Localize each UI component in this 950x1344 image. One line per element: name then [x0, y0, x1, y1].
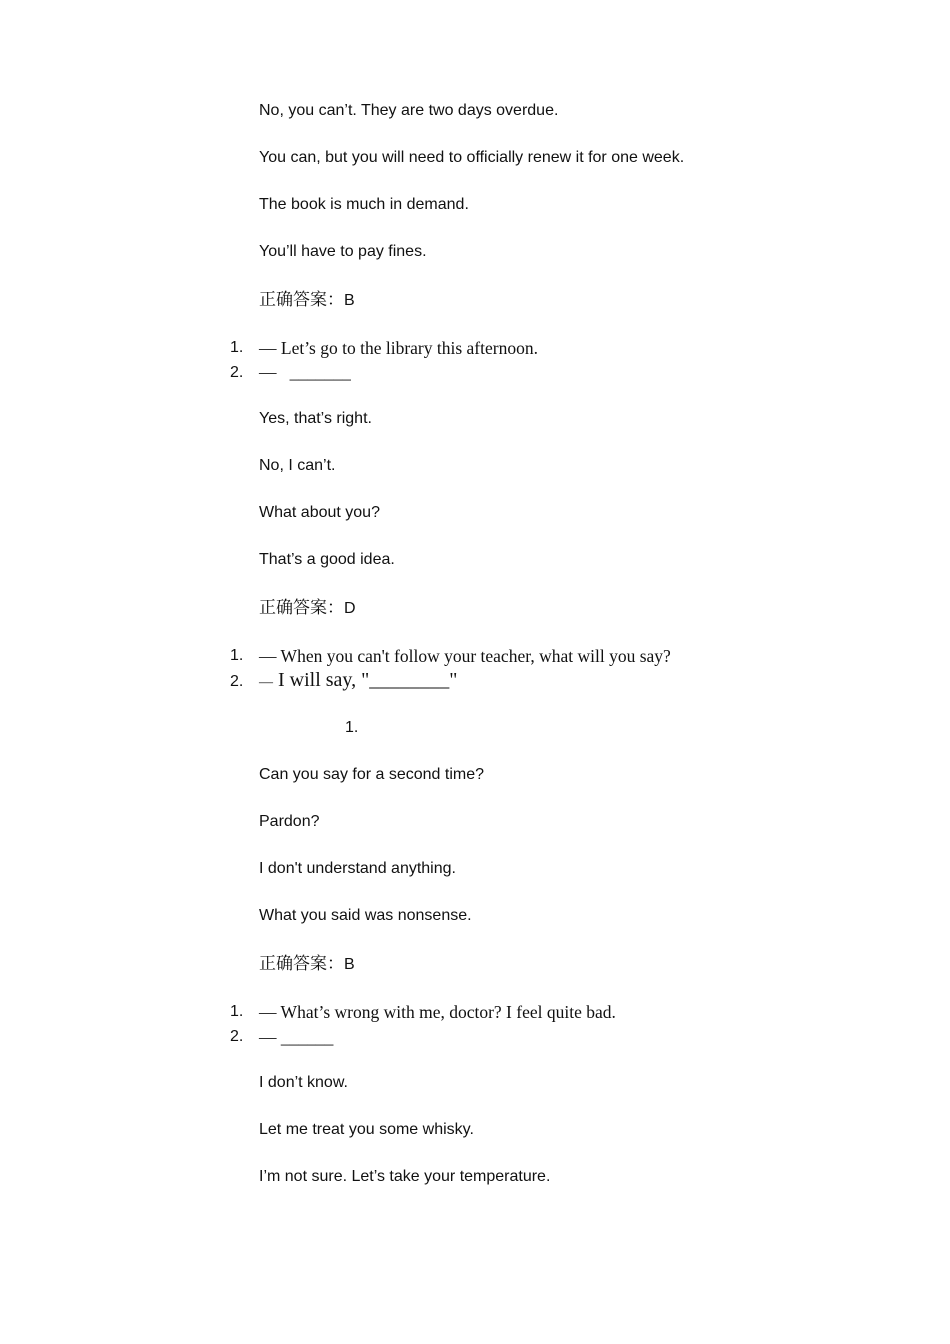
- option-line: What you said was nonsense.: [259, 907, 472, 924]
- answer-value: B: [344, 956, 355, 973]
- answer-value: D: [344, 600, 356, 617]
- dash: —: [259, 362, 277, 382]
- question-stem: — When you can't follow your teacher, what will you say?: [259, 646, 671, 666]
- question-stem-blank: [259, 668, 457, 695]
- option-line: The book is much in demand.: [259, 196, 469, 213]
- list-number: 2.: [230, 364, 244, 381]
- list-number: 1.: [230, 339, 244, 356]
- option-line: I don’t know.: [259, 1074, 348, 1091]
- question-text: I will say, "________": [278, 669, 458, 691]
- option-line: Let me treat you some whisky.: [259, 1121, 474, 1138]
- option-line: You can, but you will need to officially renew it for one week.: [259, 149, 685, 166]
- answer-label: 正确答案：: [259, 954, 344, 974]
- list-number: 1.: [230, 647, 244, 664]
- sub-list-number: 1.: [345, 719, 359, 736]
- option-line: I don't understand anything.: [259, 860, 456, 877]
- option-line: No, you can’t. They are two days overdue.: [259, 102, 559, 119]
- option-line: What about you?: [259, 504, 380, 521]
- answer-label: 正确答案：: [259, 290, 344, 310]
- option-line: Can you say for a second time?: [259, 766, 485, 783]
- correct-answer: [259, 597, 356, 620]
- answer-blank: _______: [289, 362, 351, 382]
- correct-answer: [259, 289, 355, 312]
- list-number: 1.: [230, 1003, 244, 1020]
- question-stem: — Let’s go to the library this afternoon.: [259, 338, 538, 358]
- list-number: 2.: [230, 673, 244, 690]
- answer-label: 正确答案：: [259, 598, 344, 618]
- question-stem-blank: [259, 361, 351, 383]
- option-line: Pardon?: [259, 813, 320, 830]
- option-line: No, I can’t.: [259, 457, 336, 474]
- correct-answer: [259, 953, 355, 976]
- option-line: You’ll have to pay fines.: [259, 243, 427, 260]
- list-number: 2.: [230, 1028, 244, 1045]
- option-line: Yes, that’s right.: [259, 410, 372, 427]
- option-line: I’m not sure. Let’s take your temperature.: [259, 1168, 551, 1185]
- question-stem: — What’s wrong with me, doctor? I feel quite bad.: [259, 1002, 616, 1022]
- answer-value: B: [344, 292, 355, 309]
- option-line: That’s a good idea.: [259, 551, 395, 568]
- dash: —: [259, 675, 273, 690]
- question-stem-blank: — ______: [259, 1027, 334, 1047]
